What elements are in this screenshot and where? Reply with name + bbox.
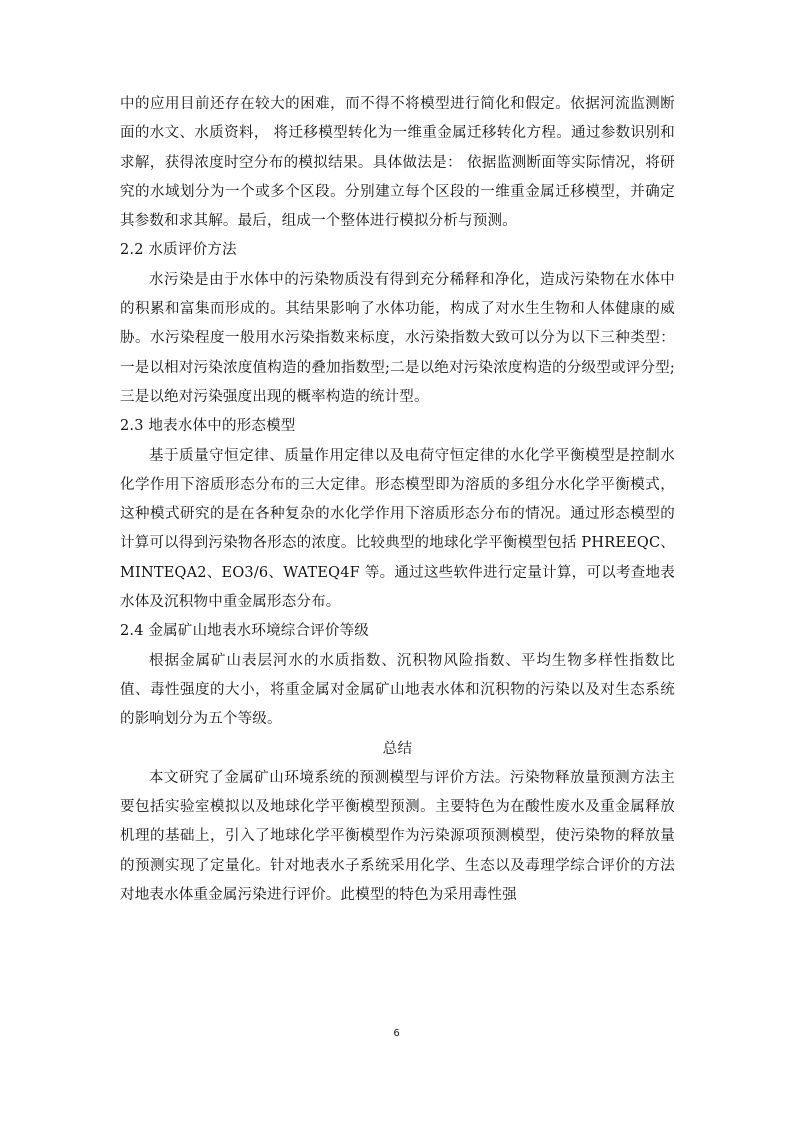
paragraph-evaluation-grades: 根据金属矿山表层河水的水质指数、沉积物风险指数、平均生物多样性指数比值、毒性强度的大小，将重金属对金属矿山地表水体和沉积物的污染以及对生态系统的影响划分为五个等级。 — [120, 652, 675, 728]
section-heading-2-4: 2.4 金属矿山地表水环境综合评价等级 — [120, 623, 369, 640]
page-number: 6 — [393, 1028, 400, 1039]
document-body — [120, 90, 675, 910]
section-heading-2-3: 2.3 地表水体中的形态模型 — [120, 418, 296, 435]
paragraph-water-quality-evaluation: 水污染是由于水体中的污染物质没有得到充分稀释和净化，造成污染物在水体中的积累和富集而形成的。其结果影响了水体功能，构成了对水生生物和人体健康的威胁。水污染程度一般用水污染指数来标度，水污染指数大致可以分为以下三种类型：一是以相对污染浓度值构造的叠加指数型;二是以绝对污染浓度构造的分级型或评分型;三是以绝对污染强度出现的概率构造的统计型。 — [120, 271, 675, 405]
section-heading-2-2: 2.2 水质评价方法 — [120, 242, 237, 259]
paragraph-model-simplification: 中的应用目前还存在较大的困难，而不得不将模型进行简化和假定。依据河流监测断面的水文、水质资料， 将迁移模型转化为一维重金属迁移转化方程。通过参数识别和求解，获得浓度时空分布的模拟结果。具体做法是： 依据监测断面等实际情况，将研究的水域划分为一个或多个区段。分别建立每个区段的一维重金属迁移模型，并确定其参数和求其解。最后，组成一个整体进行模拟分析与预测。 — [120, 96, 675, 230]
paragraph-speciation-model: 基于质量守恒定律、质量作用定律以及电荷守恒定律的水化学平衡模型是控制水化学作用下溶质形态分布的三大定律。形态模型即为溶质的多组分水化学平衡模式，这种模式研究的是在各种复杂的水化学作用下溶质形态分布的情况。通过形态模型的计算可以得到污染物各形态的浓度。比较典型的地球化学平衡模型包括 PHREEQC、MINTEQA2、EO3/6、WATEQ4F 等。通过这些软件进行定量计算，可以考查地表水体及沉积物中重金属形态分布。 — [120, 447, 675, 611]
summary-title: 总结 — [382, 740, 413, 757]
paragraph-summary: 本文研究了金属矿山环境系统的预测模型与评价方法。污染物释放量预测方法主要包括实验室模拟以及地球化学平衡模型预测。主要特色为在酸性废水及重金属释放机理的基础上，引入了地球化学平衡模型作为污染源项预测模型，使污染物的释放量的预测实现了定量化。针对地表水子系统采用化学、生态以及毒理学综合评价的方法对地表水体重金属污染进行评价。此模型的特色为采用毒性强 — [120, 769, 675, 904]
